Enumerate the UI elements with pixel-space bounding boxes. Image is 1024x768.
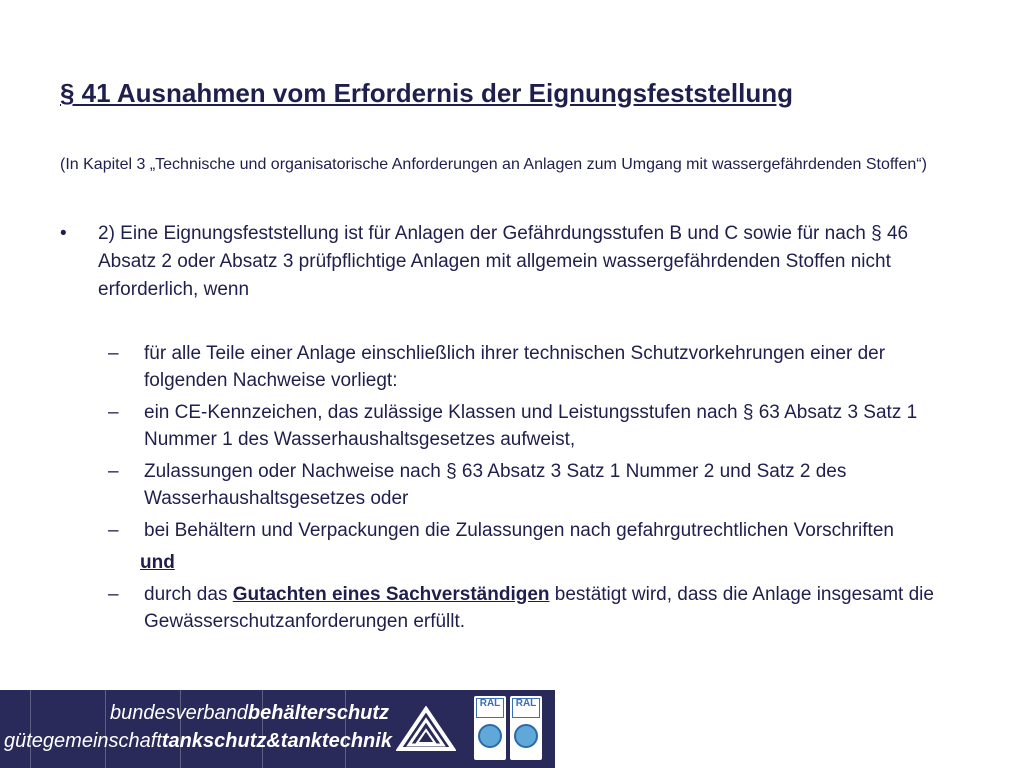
list-item: [108, 581, 960, 635]
dash-marker: –: [108, 343, 119, 364]
slide-subtitle: (In Kapitel 3 „Technische und organisatorische Anforderungen an Anlagen zum Umgang mit wassergefährdenden Stoffen“): [60, 156, 927, 173]
ral-seal-icon: [474, 696, 506, 760]
footer-banner: [0, 690, 555, 768]
brand-line-1: [110, 702, 389, 725]
main-bullet-text: 2) Eine Eignungsfeststellung ist für Anlagen der Gefährdungsstufen B und C sowie für nach § 46 Absatz 2 oder Absatz 3 prüfpflichtige Anlagen mit allgemein wassergefährdenden Stoffen nicht erforderlich, wenn: [98, 223, 909, 300]
brand1-bold: behälterschutz: [247, 702, 390, 724]
last-item-after: bestätigt wird, dass die Anlage insgesamt die Gewässerschutzanforderungen erfüllt.: [144, 584, 934, 632]
ral-label: RAL: [512, 698, 540, 718]
triangle-logo-icon: [396, 706, 456, 752]
dash-marker: –: [108, 461, 119, 482]
ral-seal-icon: [510, 696, 542, 760]
brand1-light: bundesverband: [110, 702, 248, 724]
slide-title: § 41 Ausnahmen vom Erfordernis der Eignungsfeststellung: [60, 78, 793, 108]
last-item-before: durch das: [144, 584, 233, 605]
brand-line-2: [4, 730, 392, 753]
ral-badge-circle-icon: [514, 724, 538, 748]
main-bullet: [60, 220, 960, 304]
dash-marker: –: [108, 520, 119, 541]
und-conjunction: und: [140, 552, 175, 573]
sub-list: [108, 340, 960, 640]
footer-stripe: [30, 690, 31, 768]
expert-opinion-emphasis: Gutachten eines Sachverständigen: [232, 584, 550, 605]
list-item: [108, 340, 960, 394]
list-item: [108, 517, 960, 544]
list-item: [108, 399, 960, 453]
list-item-text: ein CE-Kennzeichen, das zulässige Klassen und Leistungsstufen nach § 63 Absatz 3 Satz 1 Nummer 1 des Wasserhaushaltsgesetzes aufweist,: [144, 402, 918, 450]
list-item: [108, 458, 960, 512]
list-item-text: Zulassungen oder Nachweise nach § 63 Absatz 3 Satz 1 Nummer 2 und Satz 2 des Wasserhaushaltsgesetzes oder: [144, 461, 847, 509]
list-item-text: für alle Teile einer Anlage einschließlich ihrer technischen Schutzvorkehrungen einer der folgenden Nachweise vorliegt:: [144, 343, 886, 391]
brand2-light: gütegemeinschaft: [4, 730, 162, 752]
footer-stripe: [105, 690, 106, 768]
ral-label: RAL: [476, 698, 504, 718]
list-item-text: bei Behältern und Verpackungen die Zulassungen nach gefahrgutrechtlichen Vorschriften: [144, 520, 894, 541]
ral-badge-circle-icon: [478, 724, 502, 748]
bullet-marker: •: [60, 223, 67, 244]
brand2-bold: tankschutz&tanktechnik: [161, 730, 392, 752]
dash-marker: –: [108, 402, 119, 423]
dash-marker: –: [108, 584, 119, 605]
